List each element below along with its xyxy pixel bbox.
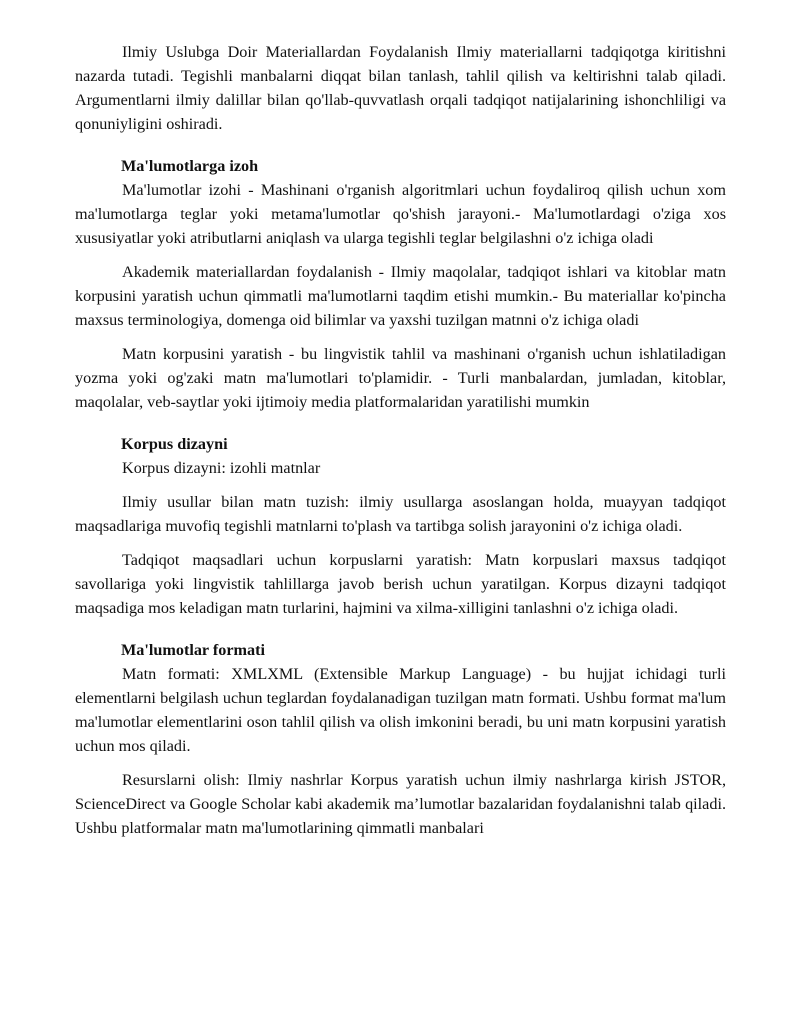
heading-data-annotation: Ma'lumotlarga izoh: [121, 157, 259, 175]
paragraph-annotation-definition: Ma'lumotlar izohi - Mashinani o'rganish algoritmlari uchun foydaliroq qilish uchun xom ma'lumotlarga teglar yoki metama'lumotlar qo'shish jarayoni.- Ma'lumotlardagi o'ziga xos xususiyatlar yoki atributlarni aniqlash va ularga tegishli teglar belgilashni o'z ichiga oladi: [75, 181, 726, 247]
paragraph-intro: Ilmiy Uslubga Doir Materiallardan Foydalanish Ilmiy materiallarni tadqiqotga kiritishni nazarda tutadi. Tegishli manbalarni diqqat bilan tanlash, tahlil qilish va keltirishni talab qiladi. Argumentlarni ilmiy dalillar bilan qo'llab-quvvatlash orqali tadqiqot natijalarining ishonchliligi va qonuniyligini oshiradi.: [75, 43, 726, 133]
paragraph-corpus-design-label: Korpus dizayni: izohli matnlar: [122, 459, 321, 477]
heading-corpus-design: Korpus dizayni: [121, 435, 228, 453]
paragraph-scientific-methods: Ilmiy usullar bilan matn tuzish: ilmiy usullarga asoslangan holda, muayyan tadqiqot maqsadlariga muvofiq tegishli matnlarni to'plash va tartibga solish jarayonini o'z ichiga oladi.: [75, 493, 726, 535]
heading-data-format: Ma'lumotlar formati: [121, 641, 266, 659]
paragraph-resources: Resurslarni olish: Ilmiy nashrlar Korpus yaratish uchun ilmiy nashrlarga kirish JSTOR, ScienceDirect va Google Scholar kabi akademik ma’lumotlar bazalaridan foydalanishni talab qiladi. Ushbu platformalar matn ma'lumotlarining qimmatli manbalari: [75, 771, 726, 837]
paragraph-text-corpus: Matn korpusini yaratish - bu lingvistik tahlil va mashinani o'rganish uchun ishlatiladigan yozma yoki og'zaki matn ma'lumotlari to'plamidir. - Turli manbalardan, jumladan, kitoblar, maqolalar, veb-saytlar yoki ijtimoiy media platformalaridan yaratilishi mumkin: [75, 345, 726, 411]
paragraph-academic-materials: Akademik materiallardan foydalanish - Ilmiy maqolalar, tadqiqot ishlari va kitoblar matn korpusini yaratish uchun qimmatli ma'lumotlarni taqdim etishi mumkin.- Bu materiallar ko'pincha maxsus terminologiya, domenga oid bilimlar va yaxshi tuzilgan matnni o'z ichiga oladi: [75, 263, 726, 329]
document-page: [75, 40, 726, 850]
paragraph-research-corpora: Tadqiqot maqsadlari uchun korpuslarni yaratish: Matn korpuslari maxsus tadqiqot savollariga yoki lingvistik tahlillarga javob berish uchun yaratilgan. Korpus dizayni tadqiqot maqsadiga mos keladigan matn turlarini, hajmini va xilma-xilligini tanlashni o'z ichiga oladi.: [75, 551, 726, 617]
paragraph-text-format: Matn formati: XMLXML (Extensible Markup Language) - bu hujjat ichidagi turli elementlarni belgilash uchun teglardan foydalanadigan tuzilgan matn formati. Ushbu format ma'lum ma'lumotlar elementlarini oson tahlil qilish va olish imkonini beradi, bu uni matn korpusini yaratish uchun mos qiladi.: [75, 665, 726, 755]
